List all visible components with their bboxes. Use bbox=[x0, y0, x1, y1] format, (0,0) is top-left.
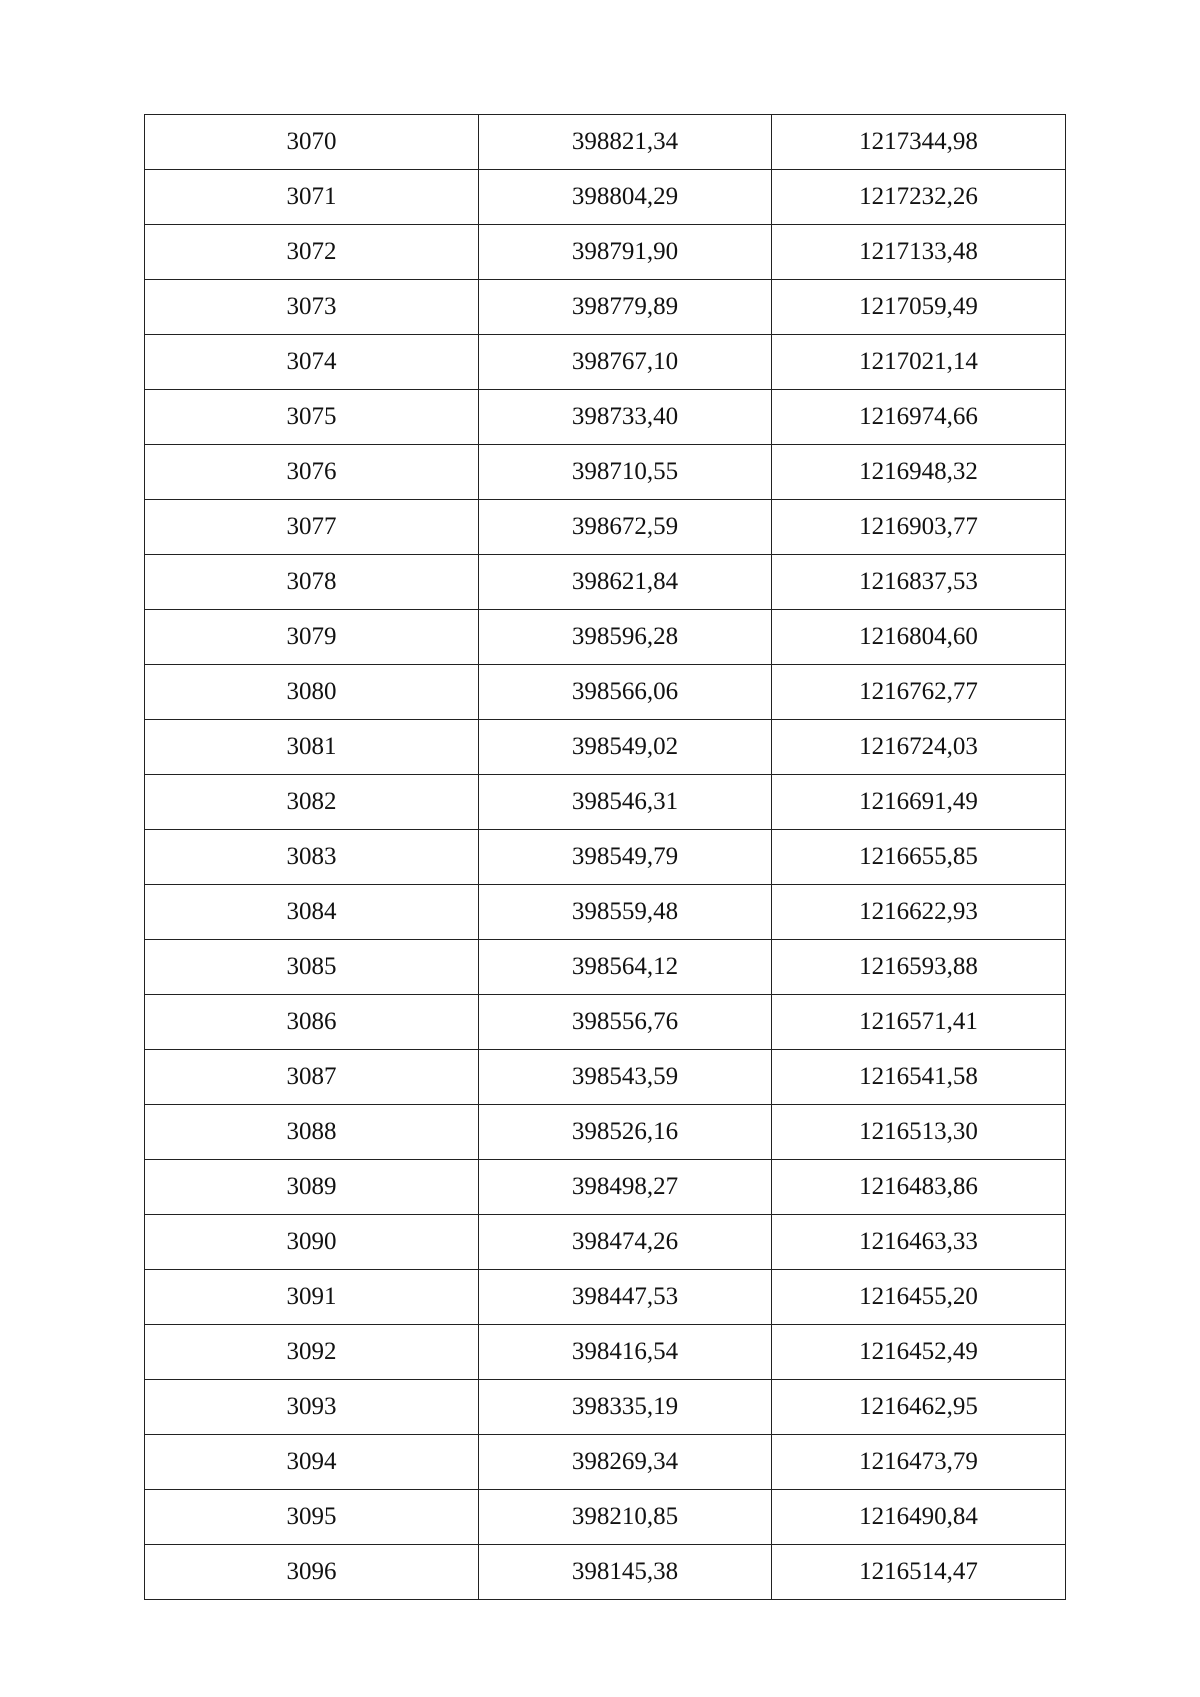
table-row bbox=[145, 610, 1066, 665]
point-number-cell: 3080 bbox=[145, 665, 479, 720]
y-coordinate-cell: 1216724,03 bbox=[772, 720, 1066, 775]
point-number-cell: 3076 bbox=[145, 445, 479, 500]
y-coordinate-cell: 1217232,26 bbox=[772, 170, 1066, 225]
table-row bbox=[145, 995, 1066, 1050]
x-coordinate-cell: 398767,10 bbox=[479, 335, 772, 390]
table-row bbox=[145, 1050, 1066, 1105]
y-coordinate-cell: 1217021,14 bbox=[772, 335, 1066, 390]
table-row bbox=[145, 1380, 1066, 1435]
y-coordinate-cell: 1216974,66 bbox=[772, 390, 1066, 445]
table-row bbox=[145, 225, 1066, 280]
y-coordinate-cell: 1216452,49 bbox=[772, 1325, 1066, 1380]
point-number-cell: 3073 bbox=[145, 280, 479, 335]
x-coordinate-cell: 398804,29 bbox=[479, 170, 772, 225]
y-coordinate-cell: 1216462,95 bbox=[772, 1380, 1066, 1435]
point-number-cell: 3072 bbox=[145, 225, 479, 280]
y-coordinate-cell: 1216514,47 bbox=[772, 1545, 1066, 1600]
point-number-cell: 3082 bbox=[145, 775, 479, 830]
x-coordinate-cell: 398145,38 bbox=[479, 1545, 772, 1600]
point-number-cell: 3088 bbox=[145, 1105, 479, 1160]
x-coordinate-cell: 398596,28 bbox=[479, 610, 772, 665]
y-coordinate-cell: 1216903,77 bbox=[772, 500, 1066, 555]
x-coordinate-cell: 398779,89 bbox=[479, 280, 772, 335]
y-coordinate-cell: 1216804,60 bbox=[772, 610, 1066, 665]
y-coordinate-cell: 1216593,88 bbox=[772, 940, 1066, 995]
x-coordinate-cell: 398543,59 bbox=[479, 1050, 772, 1105]
point-number-cell: 3087 bbox=[145, 1050, 479, 1105]
point-number-cell: 3085 bbox=[145, 940, 479, 995]
point-number-cell: 3084 bbox=[145, 885, 479, 940]
x-coordinate-cell: 398621,84 bbox=[479, 555, 772, 610]
point-number-cell: 3075 bbox=[145, 390, 479, 445]
point-number-cell: 3081 bbox=[145, 720, 479, 775]
y-coordinate-cell: 1216463,33 bbox=[772, 1215, 1066, 1270]
point-number-cell: 3071 bbox=[145, 170, 479, 225]
table-row bbox=[145, 940, 1066, 995]
y-coordinate-cell: 1217344,98 bbox=[772, 115, 1066, 170]
y-coordinate-cell: 1216571,41 bbox=[772, 995, 1066, 1050]
point-number-cell: 3074 bbox=[145, 335, 479, 390]
x-coordinate-cell: 398526,16 bbox=[479, 1105, 772, 1160]
point-number-cell: 3078 bbox=[145, 555, 479, 610]
y-coordinate-cell: 1216948,32 bbox=[772, 445, 1066, 500]
point-number-cell: 3090 bbox=[145, 1215, 479, 1270]
x-coordinate-cell: 398447,53 bbox=[479, 1270, 772, 1325]
table-row bbox=[145, 1270, 1066, 1325]
point-number-cell: 3077 bbox=[145, 500, 479, 555]
y-coordinate-cell: 1216541,58 bbox=[772, 1050, 1066, 1105]
point-number-cell: 3079 bbox=[145, 610, 479, 665]
point-number-cell: 3092 bbox=[145, 1325, 479, 1380]
table-row bbox=[145, 1435, 1066, 1490]
y-coordinate-cell: 1216622,93 bbox=[772, 885, 1066, 940]
table-row bbox=[145, 1545, 1066, 1600]
coordinates-table-body bbox=[145, 115, 1066, 1600]
table-row bbox=[145, 1105, 1066, 1160]
table-row bbox=[145, 720, 1066, 775]
point-number-cell: 3091 bbox=[145, 1270, 479, 1325]
point-number-cell: 3093 bbox=[145, 1380, 479, 1435]
x-coordinate-cell: 398549,79 bbox=[479, 830, 772, 885]
table-row bbox=[145, 335, 1066, 390]
table-row bbox=[145, 775, 1066, 830]
x-coordinate-cell: 398498,27 bbox=[479, 1160, 772, 1215]
y-coordinate-cell: 1216483,86 bbox=[772, 1160, 1066, 1215]
table-row bbox=[145, 500, 1066, 555]
x-coordinate-cell: 398733,40 bbox=[479, 390, 772, 445]
table-row bbox=[145, 1215, 1066, 1270]
x-coordinate-cell: 398791,90 bbox=[479, 225, 772, 280]
x-coordinate-cell: 398549,02 bbox=[479, 720, 772, 775]
x-coordinate-cell: 398474,26 bbox=[479, 1215, 772, 1270]
point-number-cell: 3086 bbox=[145, 995, 479, 1050]
y-coordinate-cell: 1217059,49 bbox=[772, 280, 1066, 335]
x-coordinate-cell: 398566,06 bbox=[479, 665, 772, 720]
x-coordinate-cell: 398672,59 bbox=[479, 500, 772, 555]
x-coordinate-cell: 398710,55 bbox=[479, 445, 772, 500]
point-number-cell: 3096 bbox=[145, 1545, 479, 1600]
x-coordinate-cell: 398546,31 bbox=[479, 775, 772, 830]
table-row bbox=[145, 1160, 1066, 1215]
x-coordinate-cell: 398416,54 bbox=[479, 1325, 772, 1380]
x-coordinate-cell: 398556,76 bbox=[479, 995, 772, 1050]
y-coordinate-cell: 1216455,20 bbox=[772, 1270, 1066, 1325]
table-row bbox=[145, 280, 1066, 335]
x-coordinate-cell: 398210,85 bbox=[479, 1490, 772, 1545]
point-number-cell: 3095 bbox=[145, 1490, 479, 1545]
table-row bbox=[145, 390, 1066, 445]
y-coordinate-cell: 1217133,48 bbox=[772, 225, 1066, 280]
y-coordinate-cell: 1216490,84 bbox=[772, 1490, 1066, 1545]
table-row bbox=[145, 665, 1066, 720]
table-row bbox=[145, 555, 1066, 610]
table-row bbox=[145, 830, 1066, 885]
x-coordinate-cell: 398269,34 bbox=[479, 1435, 772, 1490]
y-coordinate-cell: 1216655,85 bbox=[772, 830, 1066, 885]
y-coordinate-cell: 1216837,53 bbox=[772, 555, 1066, 610]
y-coordinate-cell: 1216691,49 bbox=[772, 775, 1066, 830]
point-number-cell: 3083 bbox=[145, 830, 479, 885]
table-row bbox=[145, 1490, 1066, 1545]
point-number-cell: 3089 bbox=[145, 1160, 479, 1215]
point-number-cell: 3070 bbox=[145, 115, 479, 170]
table-row bbox=[145, 445, 1066, 500]
x-coordinate-cell: 398559,48 bbox=[479, 885, 772, 940]
table-row bbox=[145, 115, 1066, 170]
coordinates-table bbox=[144, 114, 1066, 1600]
point-number-cell: 3094 bbox=[145, 1435, 479, 1490]
table-row bbox=[145, 885, 1066, 940]
x-coordinate-cell: 398821,34 bbox=[479, 115, 772, 170]
y-coordinate-cell: 1216473,79 bbox=[772, 1435, 1066, 1490]
y-coordinate-cell: 1216762,77 bbox=[772, 665, 1066, 720]
y-coordinate-cell: 1216513,30 bbox=[772, 1105, 1066, 1160]
x-coordinate-cell: 398564,12 bbox=[479, 940, 772, 995]
table-row bbox=[145, 1325, 1066, 1380]
table-row bbox=[145, 170, 1066, 225]
x-coordinate-cell: 398335,19 bbox=[479, 1380, 772, 1435]
